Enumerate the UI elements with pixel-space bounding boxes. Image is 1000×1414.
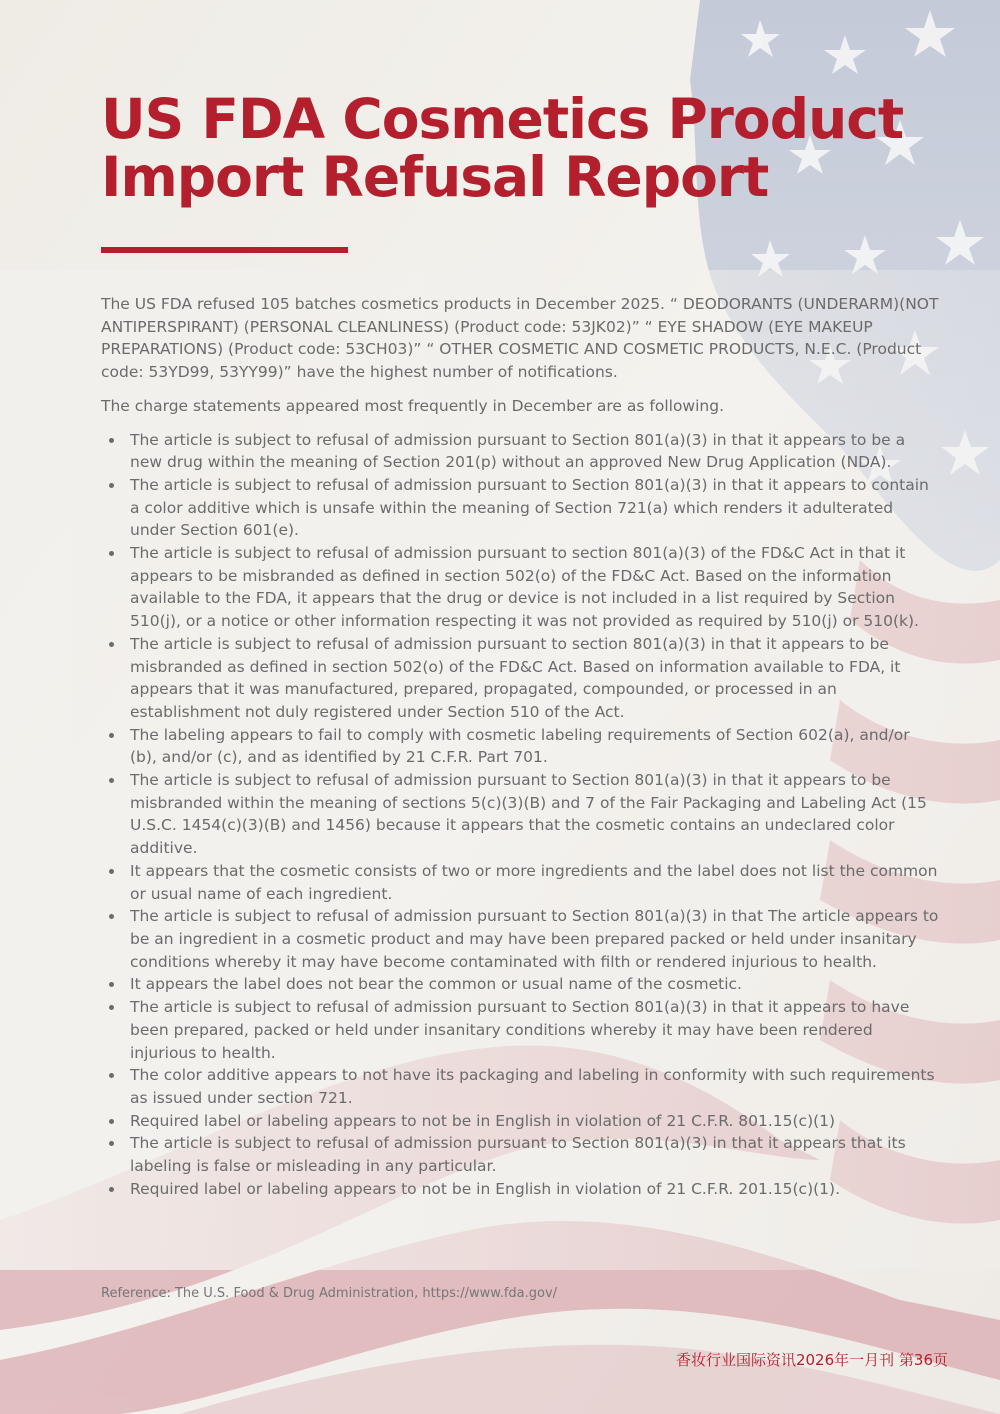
list-item: The article is subject to refusal of admission pursuant to section 801(a)(3) in that it appears to be misbranded as defined in section 502(o) of the FD&C Act. Based on information available to FDA, it appears that it was manufactured, prepared, propagated, compounded, or processed in an establishment not duly registered under Section 510 of the Act. [101,633,941,724]
list-item: The article is subject to refusal of admission pursuant to Section 801(a)(3) in that it appears that its labeling is false or misleading in any particular. [101,1132,941,1177]
charges-intro: The charge statements appeared most frequently in December are as following. [101,396,725,415]
report-title [101,87,981,209]
list-item: The article is subject to refusal of admission pursuant to Section 801(a)(3) in that it appears to be a new drug within the meaning of Section 201(p) without an approved New Drug Application (NDA). [101,429,941,474]
list-item: Required label or labeling appears to not be in English in violation of 21 C.F.R. 801.15(c)(1) [101,1110,941,1133]
list-item: The article is subject to refusal of admission pursuant to Section 801(a)(3) in that The article appears to be an ingredient in a cosmetic product and may have been prepared packed or held under insanitary conditions whereby it may have become contaminated with filth or rendered injurious to health. [101,905,941,973]
list-item: The article is subject to refusal of admission pursuant to section 801(a)(3) of the FD&C Act in that it appears to be misbranded as defined in section 502(o) of the FD&C Act. Based on the information available to the FDA, it appears that the drug or device is not included in a list required by Section 510(j), or a notice or other information respecting it was not provided as required by 510(j) or 510(k). [101,542,941,633]
list-item: The color additive appears to not have its packaging and labeling in conformity with such requirements as issued under section 721. [101,1064,941,1109]
list-item: It appears that the cosmetic consists of two or more ingredients and the label does not list the common or usual name of each ingredient. [101,860,941,905]
title-line-1: US FDA Cosmetics Product [101,87,904,151]
list-item: The article is subject to refusal of admission pursuant to Section 801(a)(3) in that it appears to have been prepared, packed or held under insanitary conditions whereby it may have been rendered injurious to health. [101,996,941,1064]
page-footer: 香妆行业国际资讯2026年一月刊 第36页 [675,1351,948,1369]
list-item: The article is subject to refusal of admission pursuant to Section 801(a)(3) in that it appears to be misbranded within the meaning of sections 5(c)(3)(B) and 7 of the Fair Packaging and Labeling Act (15 U.S.C. 1454(c)(3)(B) and 1456) because it appears that the cosmetic contains an undeclared color additive. [101,769,941,860]
title-line-2: Import Refusal Report [101,145,769,209]
intro-paragraph: The US FDA refused 105 batches cosmetics products in December 2025. “ DEODORANTS (UNDERARM)(NOT ANTIPERSPIRANT) (PERSONAL CLEANLINESS) (Product code: 53JK02)” “ EYE SHADOW (EYE MAKEUP PREPARATIONS) (Product code: 53CH03)” “ OTHER COSMETIC AND COSMETIC PRODUCTS, N.E.C. (Product code: 53YD99, 53YY99)” have the highest number of notifications. [101,295,939,382]
list-item: Required label or labeling appears to not be in English in violation of 21 C.F.R. 201.15(c)(1). [101,1178,941,1201]
list-item: The labeling appears to fail to comply with cosmetic labeling requirements of Section 602(a), and/or (b), and/or (c), and as identified by 21 C.F.R. Part 701. [101,724,941,769]
list-item: It appears the label does not bear the common or usual name of the cosmetic. [101,973,941,996]
reference-note: Reference: The U.S. Food & Drug Administration, https://www.fda.gov/ [101,1286,558,1301]
report-body [101,293,941,1200]
title-underline [101,247,348,253]
list-item: The article is subject to refusal of admission pursuant to Section 801(a)(3) in that it appears to contain a color additive which is unsafe within the meaning of Section 721(a) which renders it adulterated under Section 601(e). [101,474,941,542]
charge-statements-list [101,429,941,1201]
